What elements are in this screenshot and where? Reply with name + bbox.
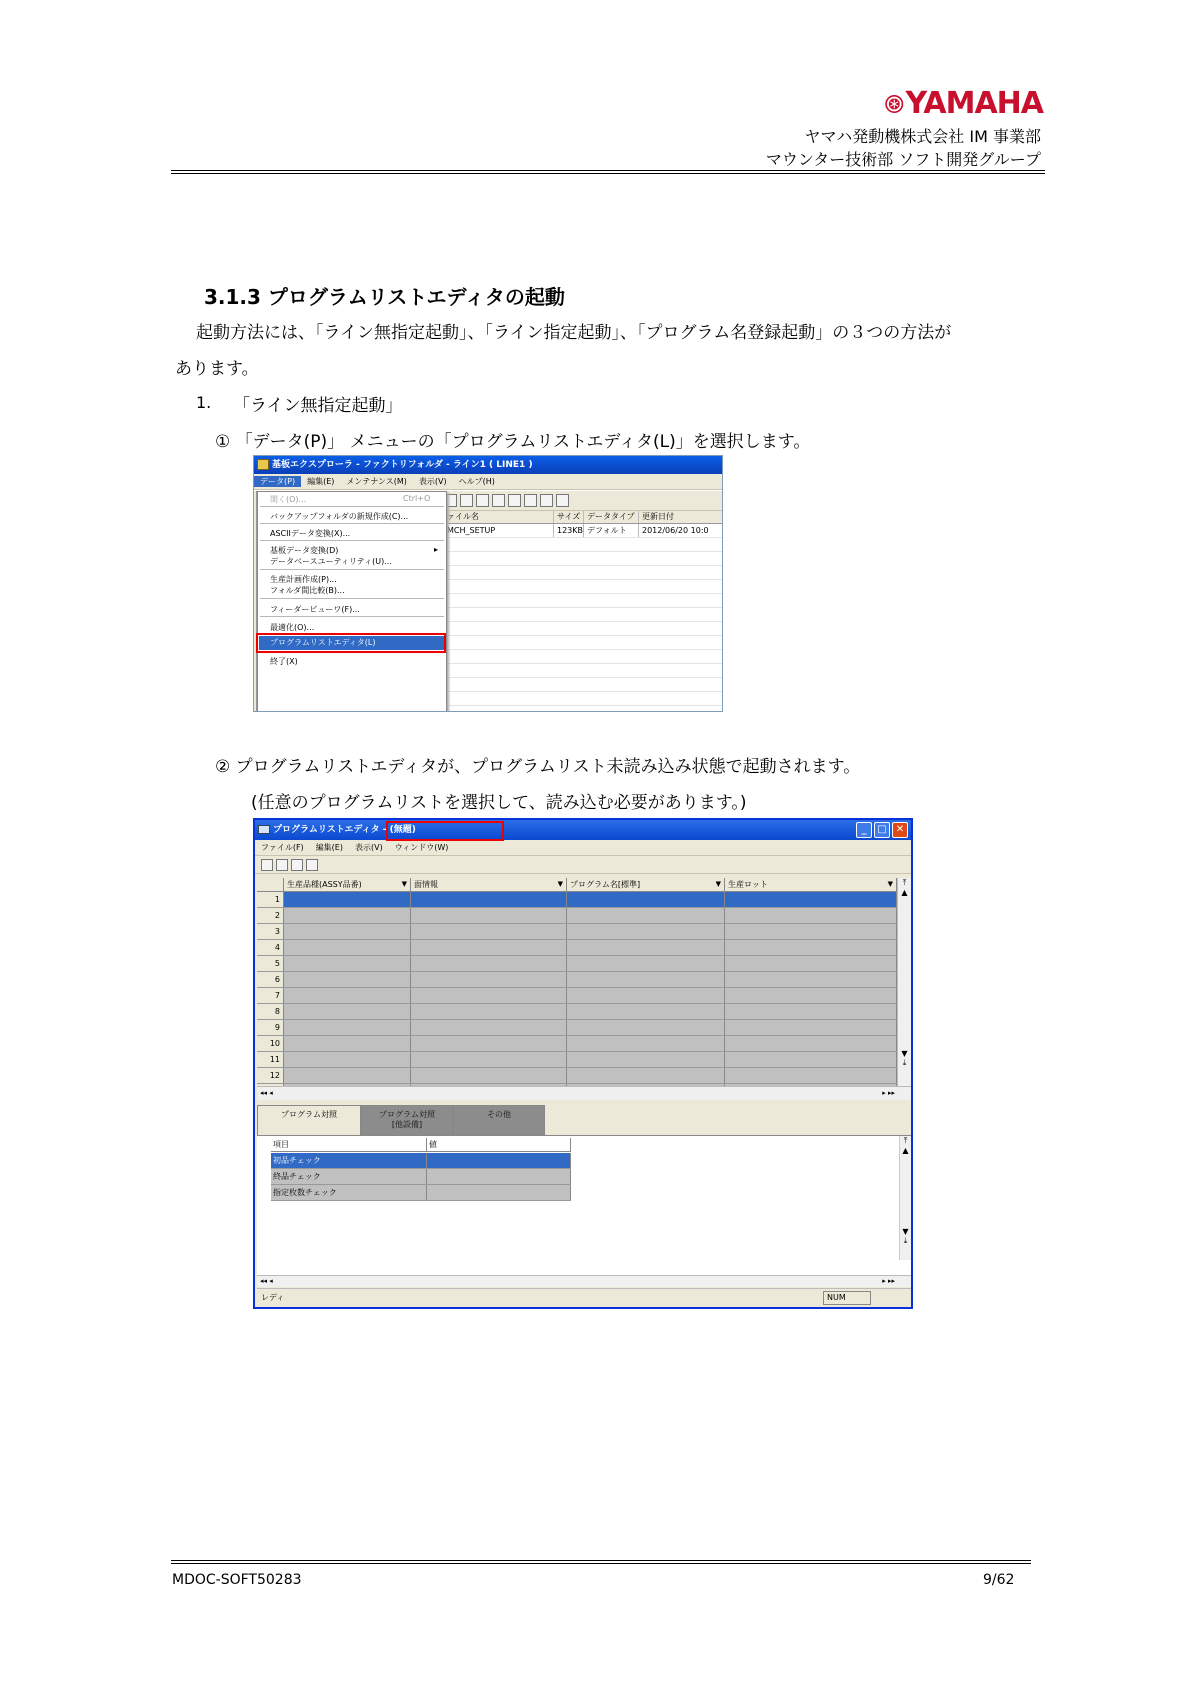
highlight-box xyxy=(256,633,446,653)
cell-type: デフォルト xyxy=(584,524,639,537)
row-number[interactable]: 12 xyxy=(257,1068,284,1083)
row-number[interactable]: 5 xyxy=(257,956,284,971)
grid-cell[interactable] xyxy=(567,1068,725,1083)
column-item[interactable]: 項目 xyxy=(271,1138,427,1151)
grid-cell[interactable] xyxy=(284,956,411,971)
menu-item-backup[interactable]: バックアップフォルダの新規作成(C)... xyxy=(270,512,409,521)
menu-separator xyxy=(260,523,444,524)
grid-cell[interactable] xyxy=(725,1052,897,1067)
window-controls xyxy=(856,822,908,838)
grid-cell[interactable] xyxy=(284,1068,411,1083)
menu-item-board-convert[interactable]: 基板データ変換(D) xyxy=(270,546,339,555)
row-number[interactable]: 10 xyxy=(257,1036,284,1051)
grid-cell[interactable] xyxy=(725,1036,897,1051)
num-lock-indicator: NUM xyxy=(823,1291,871,1305)
scroll-right-icon[interactable]: ▸ ▸▸ xyxy=(882,1089,895,1097)
menu-file[interactable]: ファイル(F) xyxy=(261,843,304,852)
menu-help[interactable]: ヘルプ(H) xyxy=(458,477,495,486)
column-filename[interactable]: ァイル名 xyxy=(444,511,554,523)
scroll-right-icon[interactable]: ▸ ▸▸ xyxy=(882,1277,895,1285)
grid-cell[interactable] xyxy=(725,956,897,971)
grid-cell[interactable] xyxy=(284,940,411,955)
grid-rows xyxy=(257,892,897,1100)
grid-cell[interactable] xyxy=(284,1004,411,1019)
grid-cell[interactable] xyxy=(411,1036,567,1051)
help-icon[interactable] xyxy=(556,494,569,507)
option-row[interactable] xyxy=(271,1185,571,1201)
empty-row xyxy=(444,636,723,650)
grid-cell[interactable] xyxy=(284,1052,411,1067)
column-value[interactable]: 値 xyxy=(427,1138,571,1151)
menu-item-program-list-editor[interactable]: プログラムリストエディタ(L) xyxy=(259,636,445,650)
empty-row xyxy=(444,580,723,594)
empty-row xyxy=(444,594,723,608)
open-folder-icon[interactable] xyxy=(276,859,288,871)
empty-row xyxy=(444,622,723,636)
grid-cell[interactable] xyxy=(411,956,567,971)
grid-cell[interactable] xyxy=(567,924,725,939)
row-number[interactable]: 6 xyxy=(257,972,284,987)
properties-icon[interactable] xyxy=(508,494,521,507)
row-number[interactable]: 1 xyxy=(257,892,284,907)
grid-cell[interactable] xyxy=(725,988,897,1003)
menu-edit[interactable]: 編集(E) xyxy=(315,843,343,852)
column-datatype[interactable]: データタイプ xyxy=(584,511,639,523)
horizontal-scrollbar[interactable] xyxy=(257,1086,911,1100)
grid-cell[interactable] xyxy=(411,940,567,955)
grid-cell[interactable] xyxy=(411,1020,567,1035)
cell-filename: MCH_SETUP xyxy=(444,524,554,537)
window-title: プログラムリストエディタ - (無題) xyxy=(273,825,416,835)
table-row[interactable] xyxy=(257,1020,897,1036)
empty-row xyxy=(444,552,723,566)
tab-program-map[interactable]: プログラム対照 xyxy=(257,1105,361,1135)
scroll-left-icon[interactable]: ◂◂ ◂ xyxy=(260,1277,273,1285)
options-header xyxy=(271,1138,571,1152)
table-row[interactable] xyxy=(257,1004,897,1020)
option-row[interactable] xyxy=(271,1153,571,1169)
link-icon[interactable] xyxy=(540,494,553,507)
header-rule xyxy=(171,170,1045,174)
scroll-bottom-icon[interactable]: ⤓ xyxy=(902,1058,907,1067)
grid-cell[interactable] xyxy=(284,1020,411,1035)
empty-row xyxy=(444,566,723,580)
board-explorer-screenshot xyxy=(253,455,723,712)
grid-cell[interactable] xyxy=(411,924,567,939)
grid-cell[interactable] xyxy=(567,892,725,907)
grid-icon[interactable] xyxy=(524,494,537,507)
grid-cell[interactable] xyxy=(411,972,567,987)
table-row[interactable] xyxy=(444,524,723,538)
grid-cell[interactable] xyxy=(567,1052,725,1067)
menu-separator xyxy=(260,598,444,599)
scroll-track xyxy=(900,1155,911,1227)
menu-item-folder-compare[interactable]: フォルダ間比較(B)... xyxy=(270,586,345,595)
view-list-icon[interactable] xyxy=(476,494,489,507)
options-pane xyxy=(257,1135,911,1275)
scroll-bottom-icon[interactable]: ⤓ xyxy=(903,1236,908,1245)
grid-cell[interactable] xyxy=(284,972,411,987)
group-name: マウンター技術部 ソフト開発グループ xyxy=(765,150,1041,169)
file-list xyxy=(444,511,723,712)
column-lot[interactable]: 生産ロット ▼ xyxy=(725,878,897,891)
footer-rule xyxy=(171,1560,1031,1564)
app-icon xyxy=(258,825,270,834)
scroll-up-icon[interactable]: ▲ xyxy=(901,888,908,897)
column-assy[interactable]: 生産品種(ASSY品番) ▼ xyxy=(284,878,411,891)
cell-size: 123KB xyxy=(554,524,584,537)
table-row[interactable] xyxy=(257,1036,897,1052)
window-titlebar xyxy=(254,456,722,474)
grid-cell[interactable] xyxy=(567,972,725,987)
option-label: 初品チェック xyxy=(271,1153,427,1168)
menu-item-ascii[interactable]: ASCIIデータ変換(X)... xyxy=(270,529,351,538)
menu-bar xyxy=(254,474,722,490)
vertical-scrollbar[interactable] xyxy=(897,878,911,1086)
grid-cell[interactable] xyxy=(411,892,567,907)
empty-row xyxy=(444,692,723,706)
tab-other[interactable]: その他 xyxy=(453,1105,545,1135)
column-size[interactable]: サイズ xyxy=(554,511,584,523)
row-number[interactable]: 9 xyxy=(257,1020,284,1035)
grid-cell[interactable] xyxy=(411,1068,567,1083)
save-icon[interactable] xyxy=(291,859,303,871)
menu-item-production-plan[interactable]: 生産計画作成(P)... xyxy=(270,575,337,584)
row-number[interactable]: 11 xyxy=(257,1052,284,1067)
option-label: 指定枚数チェック xyxy=(271,1185,427,1200)
column-program[interactable]: プログラム名[標準] ▼ xyxy=(567,878,725,891)
intro-text-line2: あります。 xyxy=(175,359,259,379)
minimize-icon[interactable]: _ xyxy=(856,822,872,838)
page-number: 9/62 xyxy=(983,1572,1015,1588)
highlight-box xyxy=(386,821,504,841)
menu-edit[interactable]: 編集(E) xyxy=(307,477,335,486)
toolbar xyxy=(255,856,911,874)
tuning-fork-emblem-icon xyxy=(885,87,904,121)
grid-cell[interactable] xyxy=(725,940,897,955)
option-value[interactable] xyxy=(427,1153,571,1168)
grid-cell[interactable] xyxy=(567,940,725,955)
table-row[interactable] xyxy=(257,924,897,940)
row-number[interactable]: 8 xyxy=(257,1004,284,1019)
empty-row xyxy=(444,538,723,552)
row-header-corner xyxy=(257,878,284,891)
menu-separator xyxy=(260,616,444,617)
grid-cell[interactable] xyxy=(725,1068,897,1083)
list-item-text: 「ライン無指定起動」 xyxy=(233,396,403,416)
option-value[interactable] xyxy=(427,1185,571,1200)
company-name: ヤマハ発動機株式会社 IM 事業部 xyxy=(804,127,1041,146)
program-list-editor-screenshot xyxy=(253,818,913,1309)
table-row[interactable] xyxy=(257,940,897,956)
table-row[interactable] xyxy=(257,892,897,908)
list-item-number: 1. xyxy=(196,393,212,412)
step-2-text: ② プログラムリストエディタが、プログラムリスト未読み込み状態で起動されます。 xyxy=(215,757,861,777)
grid-cell[interactable] xyxy=(284,908,411,923)
scroll-down-icon[interactable]: ▼ xyxy=(901,1049,908,1058)
table-row[interactable] xyxy=(257,908,897,924)
status-text: レディ xyxy=(261,1293,285,1302)
table-row[interactable] xyxy=(257,972,897,988)
grid-cell[interactable] xyxy=(725,1020,897,1035)
option-value[interactable] xyxy=(427,1169,571,1184)
folder-icon xyxy=(257,459,269,470)
close-icon[interactable]: ✕ xyxy=(892,822,908,838)
grid-cell[interactable] xyxy=(725,924,897,939)
yamaha-logo xyxy=(885,86,1043,122)
toolbar xyxy=(440,491,723,511)
column-date[interactable]: 更新日付 xyxy=(639,511,723,523)
submenu-arrow-icon: ▸ xyxy=(434,545,439,554)
section-title: 3.1.3 プログラムリストエディタの起動 xyxy=(204,285,565,309)
empty-row xyxy=(444,664,723,678)
grid-header xyxy=(257,878,897,892)
new-file-icon[interactable] xyxy=(261,859,273,871)
grid-cell[interactable] xyxy=(567,1036,725,1051)
grid-cell[interactable] xyxy=(725,1004,897,1019)
menu-view[interactable]: 表示(V) xyxy=(354,843,383,852)
grid-cell[interactable] xyxy=(725,892,897,907)
grid-cell[interactable] xyxy=(725,908,897,923)
empty-row xyxy=(444,650,723,664)
grid-cell[interactable] xyxy=(411,908,567,923)
scroll-top-icon[interactable]: ⤒ xyxy=(903,1136,908,1145)
menu-separator xyxy=(260,506,444,507)
menu-item-optimize[interactable]: 最適化(O)... xyxy=(270,623,315,632)
grid-cell[interactable] xyxy=(284,892,411,907)
scroll-top-icon[interactable]: ⤒ xyxy=(902,878,907,887)
list-icon[interactable] xyxy=(306,859,318,871)
grid-cell[interactable] xyxy=(411,1004,567,1019)
menu-item-exit[interactable]: 終了(X) xyxy=(270,657,298,666)
empty-row xyxy=(444,678,723,692)
column-side[interactable]: 面情報 ▼ xyxy=(411,878,567,891)
row-number[interactable]: 3 xyxy=(257,924,284,939)
table-row[interactable] xyxy=(257,1068,897,1084)
table-row[interactable] xyxy=(257,988,897,1004)
menu-separator xyxy=(260,569,444,570)
scroll-track xyxy=(898,897,911,1049)
cell-date: 2012/06/20 10:0 xyxy=(639,524,723,537)
dropdown-arrow-icon: ▼ xyxy=(715,880,721,888)
menu-separator xyxy=(260,540,444,541)
file-list-header xyxy=(444,511,723,524)
scroll-left-icon[interactable]: ◂◂ ◂ xyxy=(260,1089,273,1097)
row-number[interactable]: 4 xyxy=(257,940,284,955)
dropdown-arrow-icon: ▼ xyxy=(401,880,407,888)
program-list-grid xyxy=(257,878,897,1086)
data-menu-dropdown xyxy=(257,491,447,712)
view-details-icon[interactable] xyxy=(492,494,505,507)
grid-cell[interactable] xyxy=(411,1052,567,1067)
row-number[interactable]: 7 xyxy=(257,988,284,1003)
shortcut-open: Ctrl+O xyxy=(403,494,431,503)
dropdown-arrow-icon: ▼ xyxy=(887,880,893,888)
menu-bar xyxy=(255,840,911,856)
grid-cell[interactable] xyxy=(567,988,725,1003)
menu-maintenance[interactable]: メンテナンス(M) xyxy=(346,477,407,486)
table-row[interactable] xyxy=(257,1052,897,1068)
row-number[interactable]: 2 xyxy=(257,908,284,923)
menu-view[interactable]: 表示(V) xyxy=(418,477,447,486)
menu-item-feeder-view[interactable]: フィーダービューワ(F)... xyxy=(270,605,360,614)
logo-wordmark: YAMAHA xyxy=(905,86,1043,121)
window-title: 基板エクスプローラ - ファクトリフォルダ - ライン1 ( LINE1 ) xyxy=(272,460,533,470)
menu-data[interactable]: データ(P) xyxy=(254,476,301,487)
menu-item-open[interactable]: 開く(O)... xyxy=(270,495,307,504)
status-bar xyxy=(257,1288,911,1307)
window-titlebar xyxy=(255,820,911,840)
scroll-down-icon[interactable]: ▼ xyxy=(902,1227,909,1236)
grid-cell[interactable] xyxy=(284,924,411,939)
grid-cell[interactable] xyxy=(567,1020,725,1035)
options-vertical-scrollbar[interactable] xyxy=(899,1136,911,1260)
grid-cell[interactable] xyxy=(284,1036,411,1051)
option-row[interactable] xyxy=(271,1169,571,1185)
grid-cell[interactable] xyxy=(567,956,725,971)
document-id: MDOC-SOFT50283 xyxy=(172,1572,302,1588)
maximize-icon[interactable]: □ xyxy=(874,822,890,838)
intro-text-line1: 起動方法には、「ライン無指定起動」、「ライン指定起動」、「プログラム名登録起動」の３つの方法が xyxy=(196,323,952,343)
grid-cell[interactable] xyxy=(567,1004,725,1019)
table-row[interactable] xyxy=(257,956,897,972)
step-1-text: ① 「データ(P)」 メニューの「プログラムリストエディタ(L)」を選択します。 xyxy=(215,432,811,452)
grid-cell[interactable] xyxy=(725,972,897,987)
grid-cell[interactable] xyxy=(567,908,725,923)
scroll-up-icon[interactable]: ▲ xyxy=(902,1146,909,1155)
step-2-note: (任意のプログラムリストを選択して、読み込む必要があります。) xyxy=(251,793,747,813)
empty-row xyxy=(444,608,723,622)
menu-item-db-util[interactable]: データベースユーティリティ(U)... xyxy=(270,557,392,566)
tab-strip xyxy=(257,1105,545,1135)
option-label: 終品チェック xyxy=(271,1169,427,1184)
grid-cell[interactable] xyxy=(284,988,411,1003)
grid-cell[interactable] xyxy=(411,988,567,1003)
tab-program-map-other[interactable]: プログラム対照 [他設備] xyxy=(361,1105,453,1135)
options-horizontal-scrollbar[interactable] xyxy=(257,1275,911,1287)
menu-window[interactable]: ウィンドウ(W) xyxy=(394,843,449,852)
view-small-icon[interactable] xyxy=(460,494,473,507)
dropdown-arrow-icon: ▼ xyxy=(557,880,563,888)
